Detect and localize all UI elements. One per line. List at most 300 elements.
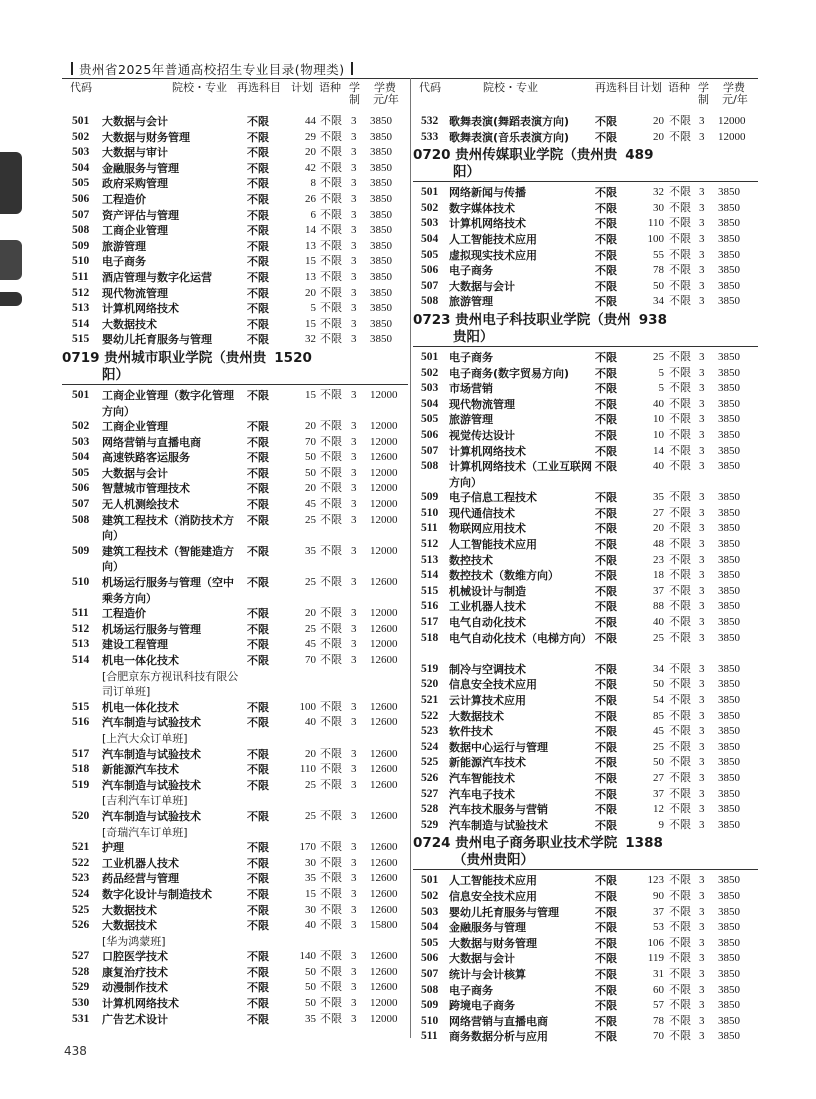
major-code: 512 — [421, 538, 439, 551]
tuition-fee: 12000 — [370, 997, 398, 1010]
study-years: 3 — [699, 460, 705, 473]
plan-count: 25 — [653, 740, 664, 753]
major-code: 509 — [72, 544, 90, 557]
study-years: 3 — [351, 286, 357, 299]
major-name-cell — [102, 778, 242, 809]
major-name-cell — [449, 631, 597, 647]
table-row — [413, 755, 758, 771]
major-code: 526 — [72, 919, 90, 932]
study-years: 3 — [699, 506, 705, 519]
subject-requirement: 不限 — [247, 177, 269, 191]
major-name: 护理 — [102, 841, 124, 855]
plan-count: 25 — [305, 809, 316, 822]
language: 不限 — [669, 921, 691, 934]
page-number: 438 — [64, 1044, 87, 1058]
plan-count: 15 — [305, 887, 316, 900]
subject-requirement: 不限 — [595, 818, 617, 832]
major-code: 501 — [421, 874, 439, 887]
plan-count: 35 — [305, 1012, 316, 1025]
language: 不限 — [320, 435, 342, 448]
major-name-cell — [102, 544, 242, 575]
study-years: 3 — [351, 654, 357, 666]
subject-requirement: 不限 — [247, 161, 269, 175]
major-code: 505 — [421, 413, 439, 426]
plan-count: 26 — [305, 192, 316, 205]
major-code: 507 — [421, 279, 439, 292]
tuition-fee: 12600 — [370, 981, 398, 994]
table-row — [62, 332, 408, 348]
study-years: 3 — [699, 248, 705, 261]
study-years: 3 — [699, 889, 705, 902]
tuition-fee: 3850 — [718, 631, 740, 644]
table-row — [62, 778, 408, 809]
tuition-fee: 3850 — [718, 201, 740, 214]
language: 不限 — [320, 177, 342, 190]
language: 不限 — [320, 965, 342, 978]
subject-requirement: 不限 — [247, 981, 269, 995]
tuition-fee: 3850 — [718, 538, 740, 551]
language: 不限 — [320, 544, 342, 557]
major-name: 计算机网络技术 — [102, 997, 179, 1011]
school-header — [413, 310, 758, 350]
major-name-cell — [449, 709, 597, 725]
subject-requirement: 不限 — [247, 333, 269, 347]
study-years: 3 — [351, 466, 357, 479]
tuition-fee: 3850 — [718, 725, 740, 738]
major-name: 旅游管理 — [449, 413, 493, 427]
major-note: [奇瑞汽车订单班] — [102, 825, 188, 839]
study-years: 3 — [351, 224, 357, 237]
study-years: 3 — [699, 1014, 705, 1027]
subject-requirement: 不限 — [247, 388, 269, 402]
subject-requirement: 不限 — [247, 654, 269, 667]
tuition-fee: 3850 — [718, 506, 740, 519]
major-code: 504 — [421, 232, 439, 245]
language: 不限 — [669, 1030, 691, 1043]
major-code: 513 — [72, 302, 90, 315]
major-name-cell — [449, 873, 597, 889]
plan-count: 45 — [653, 725, 664, 738]
language: 不限 — [669, 413, 691, 426]
subject-requirement: 不限 — [595, 967, 617, 981]
major-code: 517 — [421, 616, 439, 629]
col-plan-header-r: 计划 — [640, 81, 662, 94]
table-row — [413, 662, 758, 678]
study-years: 3 — [351, 887, 357, 900]
major-code: 533 — [421, 130, 439, 143]
plan-count: 5 — [658, 382, 664, 395]
plan-count: 170 — [299, 841, 316, 854]
major-name: 电子信息工程技术 — [449, 491, 537, 505]
language: 不限 — [669, 248, 691, 261]
tuition-fee: 3850 — [718, 905, 740, 918]
major-code: 531 — [72, 1012, 90, 1025]
tuition-fee: 3850 — [370, 224, 392, 237]
plan-count: 40 — [653, 616, 664, 629]
subject-requirement: 不限 — [595, 506, 617, 520]
table-row — [413, 114, 758, 130]
language: 不限 — [320, 919, 342, 932]
tuition-fee: 12000 — [370, 388, 398, 401]
subject-requirement: 不限 — [595, 616, 617, 630]
table-row — [62, 208, 408, 224]
subject-requirement: 不限 — [247, 778, 269, 792]
study-years: 3 — [351, 435, 357, 448]
major-name: 虚拟现实技术应用 — [449, 248, 537, 262]
major-name: 现代物流管理 — [449, 397, 515, 411]
major-code: 504 — [72, 451, 90, 464]
language: 不限 — [669, 905, 691, 918]
table-row — [413, 381, 758, 397]
school-name-line1 — [413, 312, 758, 329]
plan-count: 90 — [653, 889, 664, 902]
language: 不限 — [669, 771, 691, 784]
major-code: 507 — [72, 498, 90, 511]
major-name-cell — [449, 818, 597, 834]
language: 不限 — [669, 631, 691, 644]
side-tab-g — [0, 292, 22, 306]
study-years: 3 — [699, 921, 705, 934]
plan-count: 20 — [305, 607, 316, 620]
header-title: 贵州省2025年普通高校招生专业目录(物理类) — [79, 62, 345, 77]
major-code: 508 — [421, 460, 439, 473]
major-name: 工商企业管理（数字化管理方向） — [102, 388, 234, 418]
table-row — [62, 622, 408, 638]
major-name: 计算机网络技术 — [449, 444, 526, 458]
language: 不限 — [320, 903, 342, 916]
major-name: 数控技术 — [449, 553, 493, 567]
subject-requirement: 不限 — [595, 983, 617, 997]
language: 不限 — [320, 498, 342, 511]
major-name: 大数据与会计 — [102, 466, 168, 480]
tuition-fee: 3850 — [718, 983, 740, 996]
plan-count: 25 — [653, 631, 664, 644]
tuition-fee: 3850 — [718, 709, 740, 722]
major-name-cell — [102, 114, 242, 130]
table-row — [413, 279, 758, 295]
language: 不限 — [320, 302, 342, 315]
subject-requirement: 不限 — [595, 248, 617, 262]
table-row — [413, 444, 758, 460]
major-code: 508 — [72, 513, 90, 526]
major-code: 521 — [72, 841, 90, 854]
plan-count: 40 — [653, 397, 664, 410]
major-name: 婴幼儿托育服务与管理 — [102, 333, 212, 347]
tuition-fee: 12000 — [370, 1012, 398, 1025]
plan-count: 23 — [653, 553, 664, 566]
major-code: 502 — [421, 366, 439, 379]
subject-requirement: 不限 — [247, 700, 269, 714]
major-name-cell — [102, 762, 242, 778]
plan-count: 53 — [653, 921, 664, 934]
major-code: 515 — [421, 584, 439, 597]
subject-requirement: 不限 — [595, 740, 617, 754]
major-name-cell — [102, 918, 242, 949]
plan-count: 50 — [305, 997, 316, 1010]
major-name-cell — [449, 279, 597, 295]
study-years: 3 — [351, 544, 357, 557]
major-code: 507 — [72, 208, 90, 221]
major-name-cell — [102, 286, 242, 302]
subject-requirement: 不限 — [247, 146, 269, 160]
subject-requirement: 不限 — [247, 286, 269, 300]
school-name: 0723 贵州电子科技职业学院（贵州 — [413, 311, 631, 328]
col-fee-header-a: 学费 — [374, 81, 396, 94]
study-years: 3 — [351, 208, 357, 221]
table-row — [413, 506, 758, 522]
subject-requirement: 不限 — [595, 522, 617, 536]
subject-requirement: 不限 — [595, 725, 617, 739]
study-years: 3 — [699, 616, 705, 629]
tuition-fee: 3850 — [718, 584, 740, 597]
plan-count: 42 — [305, 161, 316, 174]
language: 不限 — [669, 186, 691, 199]
table-row — [413, 771, 758, 787]
major-code: 507 — [421, 444, 439, 457]
subject-requirement: 不限 — [595, 366, 617, 380]
language: 不限 — [669, 600, 691, 613]
major-code: 510 — [72, 576, 90, 589]
major-code: 519 — [72, 778, 90, 791]
language: 不限 — [320, 778, 342, 791]
major-name: 电子商务 — [102, 255, 146, 269]
right-rows — [413, 114, 758, 1045]
major-name-cell — [449, 905, 597, 921]
subject-requirement: 不限 — [247, 466, 269, 480]
major-name: 现代物流管理 — [102, 286, 168, 300]
major-name-cell — [102, 208, 242, 224]
major-name: 新能源汽车技术 — [449, 756, 526, 770]
study-years: 3 — [699, 584, 705, 597]
table-row — [413, 412, 758, 428]
study-years: 3 — [351, 317, 357, 330]
tuition-fee: 12000 — [370, 420, 398, 433]
tuition-fee: 3850 — [718, 921, 740, 934]
major-name-cell — [449, 998, 597, 1014]
study-years: 3 — [699, 428, 705, 441]
language: 不限 — [669, 678, 691, 691]
language: 不限 — [320, 700, 342, 713]
major-name-cell — [102, 270, 242, 286]
language: 不限 — [669, 1014, 691, 1027]
major-code: 526 — [421, 771, 439, 784]
major-code: 520 — [72, 809, 90, 822]
major-name: 跨境电子商务 — [449, 999, 515, 1013]
major-name: 信息安全技术应用 — [449, 889, 537, 903]
major-name: 汽车制造与试验技术 — [102, 716, 201, 730]
plan-count: 78 — [653, 264, 664, 277]
major-name-cell — [102, 809, 242, 840]
study-years: 3 — [351, 622, 357, 635]
major-name-cell — [102, 466, 242, 482]
major-code: 527 — [72, 950, 90, 963]
major-code: 522 — [421, 709, 439, 722]
table-row — [413, 615, 758, 631]
table-row — [413, 967, 758, 983]
plan-count: 37 — [653, 905, 664, 918]
study-years: 3 — [699, 600, 705, 613]
study-years: 3 — [699, 413, 705, 426]
right-table-header — [413, 80, 758, 110]
study-years: 3 — [351, 638, 357, 651]
table-row — [413, 263, 758, 279]
table-row — [413, 818, 758, 834]
language: 不限 — [669, 569, 691, 582]
table-row — [413, 537, 758, 553]
major-code: 516 — [421, 600, 439, 613]
study-years: 3 — [351, 997, 357, 1010]
major-name-cell — [449, 568, 597, 584]
tuition-fee: 3850 — [718, 874, 740, 887]
table-row — [413, 936, 758, 952]
table-row — [62, 544, 408, 575]
major-name: 建筑工程技术（智能建造方向） — [102, 544, 234, 574]
language: 不限 — [320, 239, 342, 252]
table-row — [62, 575, 408, 606]
major-name-cell — [102, 622, 242, 638]
major-name-cell — [102, 481, 242, 497]
table-row — [62, 747, 408, 763]
plan-count: 35 — [653, 491, 664, 504]
major-name: 统计与会计核算 — [449, 967, 526, 981]
subject-requirement: 不限 — [247, 115, 269, 128]
tuition-fee: 3850 — [370, 255, 392, 268]
table-row — [413, 873, 758, 889]
plan-count: 20 — [653, 522, 664, 535]
tuition-fee: 3850 — [718, 186, 740, 199]
tuition-fee: 12600 — [370, 809, 398, 822]
tuition-fee: 3850 — [718, 397, 740, 410]
major-code: 505 — [421, 248, 439, 261]
major-name: 金融服务与管理 — [449, 921, 526, 935]
col-yrs-header-a-r: 学 — [698, 81, 709, 94]
language: 不限 — [320, 333, 342, 346]
major-name-cell — [449, 350, 597, 366]
subject-requirement: 不限 — [247, 498, 269, 512]
subject-requirement: 不限 — [247, 809, 269, 823]
major-code: 507 — [421, 967, 439, 980]
tuition-fee: 3850 — [718, 740, 740, 753]
language: 不限 — [320, 872, 342, 885]
major-name-cell — [449, 599, 597, 615]
table-row — [413, 553, 758, 569]
school-header — [413, 833, 758, 873]
language: 不限 — [320, 161, 342, 174]
study-years: 3 — [699, 264, 705, 277]
plan-count: 14 — [653, 444, 664, 457]
study-years: 3 — [699, 201, 705, 214]
tuition-fee: 3850 — [370, 161, 392, 174]
subject-requirement: 不限 — [595, 889, 617, 903]
table-row — [413, 740, 758, 756]
table-row — [62, 700, 408, 716]
major-code: 512 — [72, 286, 90, 299]
subject-requirement: 不限 — [247, 716, 269, 730]
subject-requirement: 不限 — [247, 763, 269, 777]
major-name: 市场营销 — [449, 382, 493, 396]
major-name-cell — [102, 239, 242, 255]
language: 不限 — [669, 787, 691, 800]
major-name: 机械设计与制造 — [449, 584, 526, 598]
table-row — [413, 983, 758, 999]
study-years: 3 — [351, 420, 357, 433]
table-row — [413, 397, 758, 413]
plan-count: 14 — [305, 224, 316, 237]
major-name: 歌舞表演(舞蹈表演方向) — [449, 115, 570, 128]
tuition-fee: 3850 — [718, 444, 740, 457]
plan-count: 27 — [653, 771, 664, 784]
study-years: 3 — [351, 965, 357, 978]
study-years: 3 — [699, 818, 705, 831]
major-name: 软件技术 — [449, 725, 493, 739]
col-fee-header-b: 元/年 — [373, 93, 399, 106]
plan-count: 10 — [653, 413, 664, 426]
language: 不限 — [669, 366, 691, 379]
plan-count: 70 — [305, 654, 316, 666]
table-row — [62, 388, 408, 419]
tuition-fee: 12600 — [370, 856, 398, 869]
subject-requirement: 不限 — [247, 919, 269, 933]
plan-count: 35 — [305, 544, 316, 557]
col-code-header-r: 代码 — [419, 81, 441, 94]
major-name: 汽车制造与试验技术 — [449, 818, 548, 832]
plan-count: 32 — [305, 333, 316, 346]
table-row — [413, 521, 758, 537]
tuition-fee: 15800 — [370, 919, 398, 932]
study-years: 3 — [699, 1030, 705, 1043]
subject-requirement: 不限 — [595, 382, 617, 396]
language: 不限 — [669, 952, 691, 965]
col-yrs-header-b-r: 制 — [698, 93, 709, 106]
subject-requirement: 不限 — [595, 413, 617, 427]
study-years: 3 — [351, 1012, 357, 1025]
table-row — [413, 1014, 758, 1030]
plan-count: 29 — [305, 130, 316, 143]
major-name: 资产评估与管理 — [102, 208, 179, 222]
major-code: 515 — [72, 700, 90, 713]
major-name-cell — [102, 606, 242, 622]
major-code: 509 — [421, 491, 439, 504]
left-column — [62, 80, 408, 1027]
tuition-fee: 12600 — [370, 451, 398, 464]
major-code: 512 — [72, 622, 90, 635]
study-years: 3 — [351, 513, 357, 526]
major-name: 大数据技术 — [102, 903, 157, 917]
major-code: 502 — [421, 889, 439, 902]
tuition-fee: 12600 — [370, 841, 398, 854]
study-years: 3 — [699, 936, 705, 949]
table-row — [62, 301, 408, 317]
subject-requirement: 不限 — [595, 952, 617, 966]
major-name-cell — [449, 381, 597, 397]
school-plan-total: 938 — [638, 311, 667, 328]
tuition-fee: 3850 — [718, 428, 740, 441]
major-name-cell — [102, 301, 242, 317]
plan-count: 32 — [653, 186, 664, 199]
subject-requirement: 不限 — [595, 584, 617, 598]
major-name: 动漫制作技术 — [102, 981, 168, 995]
plan-count: 110 — [647, 217, 664, 230]
language: 不限 — [320, 638, 342, 651]
language: 不限 — [669, 444, 691, 457]
school-name-line1 — [413, 147, 758, 164]
major-name: 旅游管理 — [449, 295, 493, 309]
language: 不限 — [669, 936, 691, 949]
plan-count: 20 — [653, 130, 664, 143]
plan-count: 78 — [653, 1014, 664, 1027]
col-plan-header: 计划 — [291, 81, 313, 94]
major-name-cell — [102, 871, 242, 887]
